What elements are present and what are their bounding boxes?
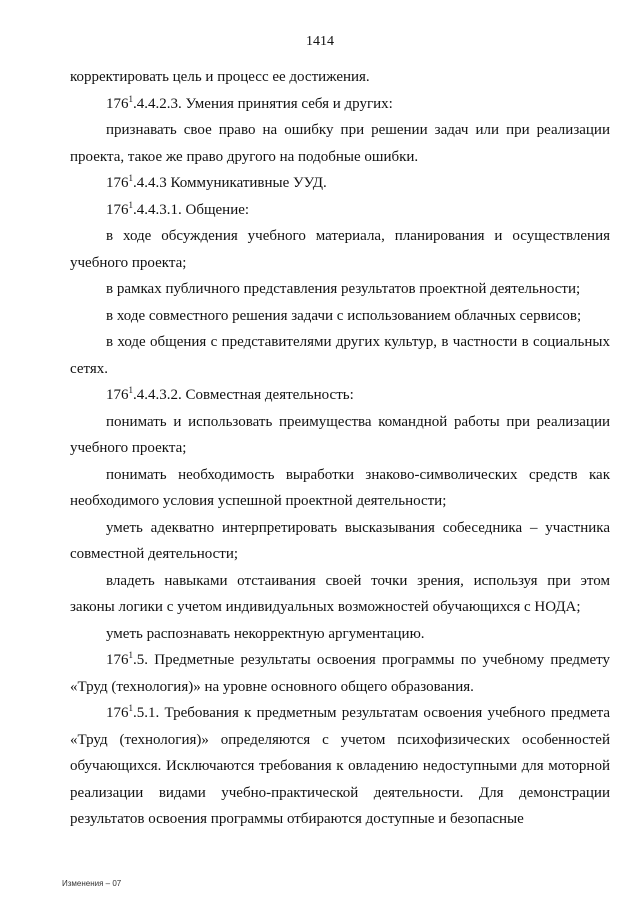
paragraph-continuation: корректировать цель и процесс ее достижения. xyxy=(70,69,370,85)
footer-revision-note: Изменения – 07 xyxy=(62,879,122,888)
list-item-communication-2: в рамках публичного представления результатов проектной деятельности; xyxy=(106,281,581,297)
list-item-joint-activity-4: владеть навыками отстаивания своей точки зрения, используя при этом законы логики с учетом индивидуальных возможностей обучающихся с НОДА; xyxy=(70,572,610,615)
section-heading-176-1-4-4-3-1: $176^1.4.4.3.1$. Общение: xyxy=(106,199,250,218)
document-body xyxy=(70,64,610,833)
page-number: 1414 xyxy=(306,34,334,49)
list-item-joint-activity-1: понимать и использовать преимущества командной работы при реализации учебного проекта; xyxy=(70,413,610,456)
section-heading-176-1-4-4-3: $176^1.4.4.3$ Коммуникативные УУД. xyxy=(106,173,327,191)
list-item-communication-4: в ходе общения с представителями других культур, в частности в социальных сетях. xyxy=(70,334,610,377)
list-item-joint-activity-3: уметь адекватно интерпретировать высказывания собеседника – участника совместной деятельности; xyxy=(70,519,610,562)
list-item-communication-3: в ходе совместного решения задачи с использованием облачных сервисов; xyxy=(106,307,582,324)
list-item-joint-activity-5: уметь распознавать некорректную аргументацию. xyxy=(106,625,425,642)
section-heading-176-1-4-4-3-2: $176^1.4.4.3.2$. Совместная деятельность: xyxy=(106,385,354,403)
section-heading-176-1-4-4-2-3: $176^1.4.4.2.3$. Умения принятия себя и других: xyxy=(106,93,393,112)
paragraph-self-acceptance: признавать свое право на ошибку при решении задач или при реализации проекта, такое же право другого на подобные ошибки. xyxy=(70,122,610,165)
section-heading-176-1-5: $176^1.5$. Предметные результаты освоения программы по учебному предмету «Труд (технология)» на уровне основного общего образования. xyxy=(70,650,610,695)
section-heading-176-1-5-1: $176^1.5.1$. Требования к предметным результатам освоения учебного предмета «Труд (технология)» определяются с учетом психофизических особенностей обучающихся. Исключаются требования к овладению недоступными для моторной реализации видами учебно-практической деятельности. Для демонстрации результатов освоения программы отбираются доступные и безопасные xyxy=(70,703,610,827)
list-item-joint-activity-2: понимать необходимость выработки знаково-символических средств как необходимого условия успешной проектной деятельности; xyxy=(70,466,610,509)
list-item-communication-1: в ходе обсуждения учебного материала, планирования и осуществления учебного проекта; xyxy=(70,228,610,271)
